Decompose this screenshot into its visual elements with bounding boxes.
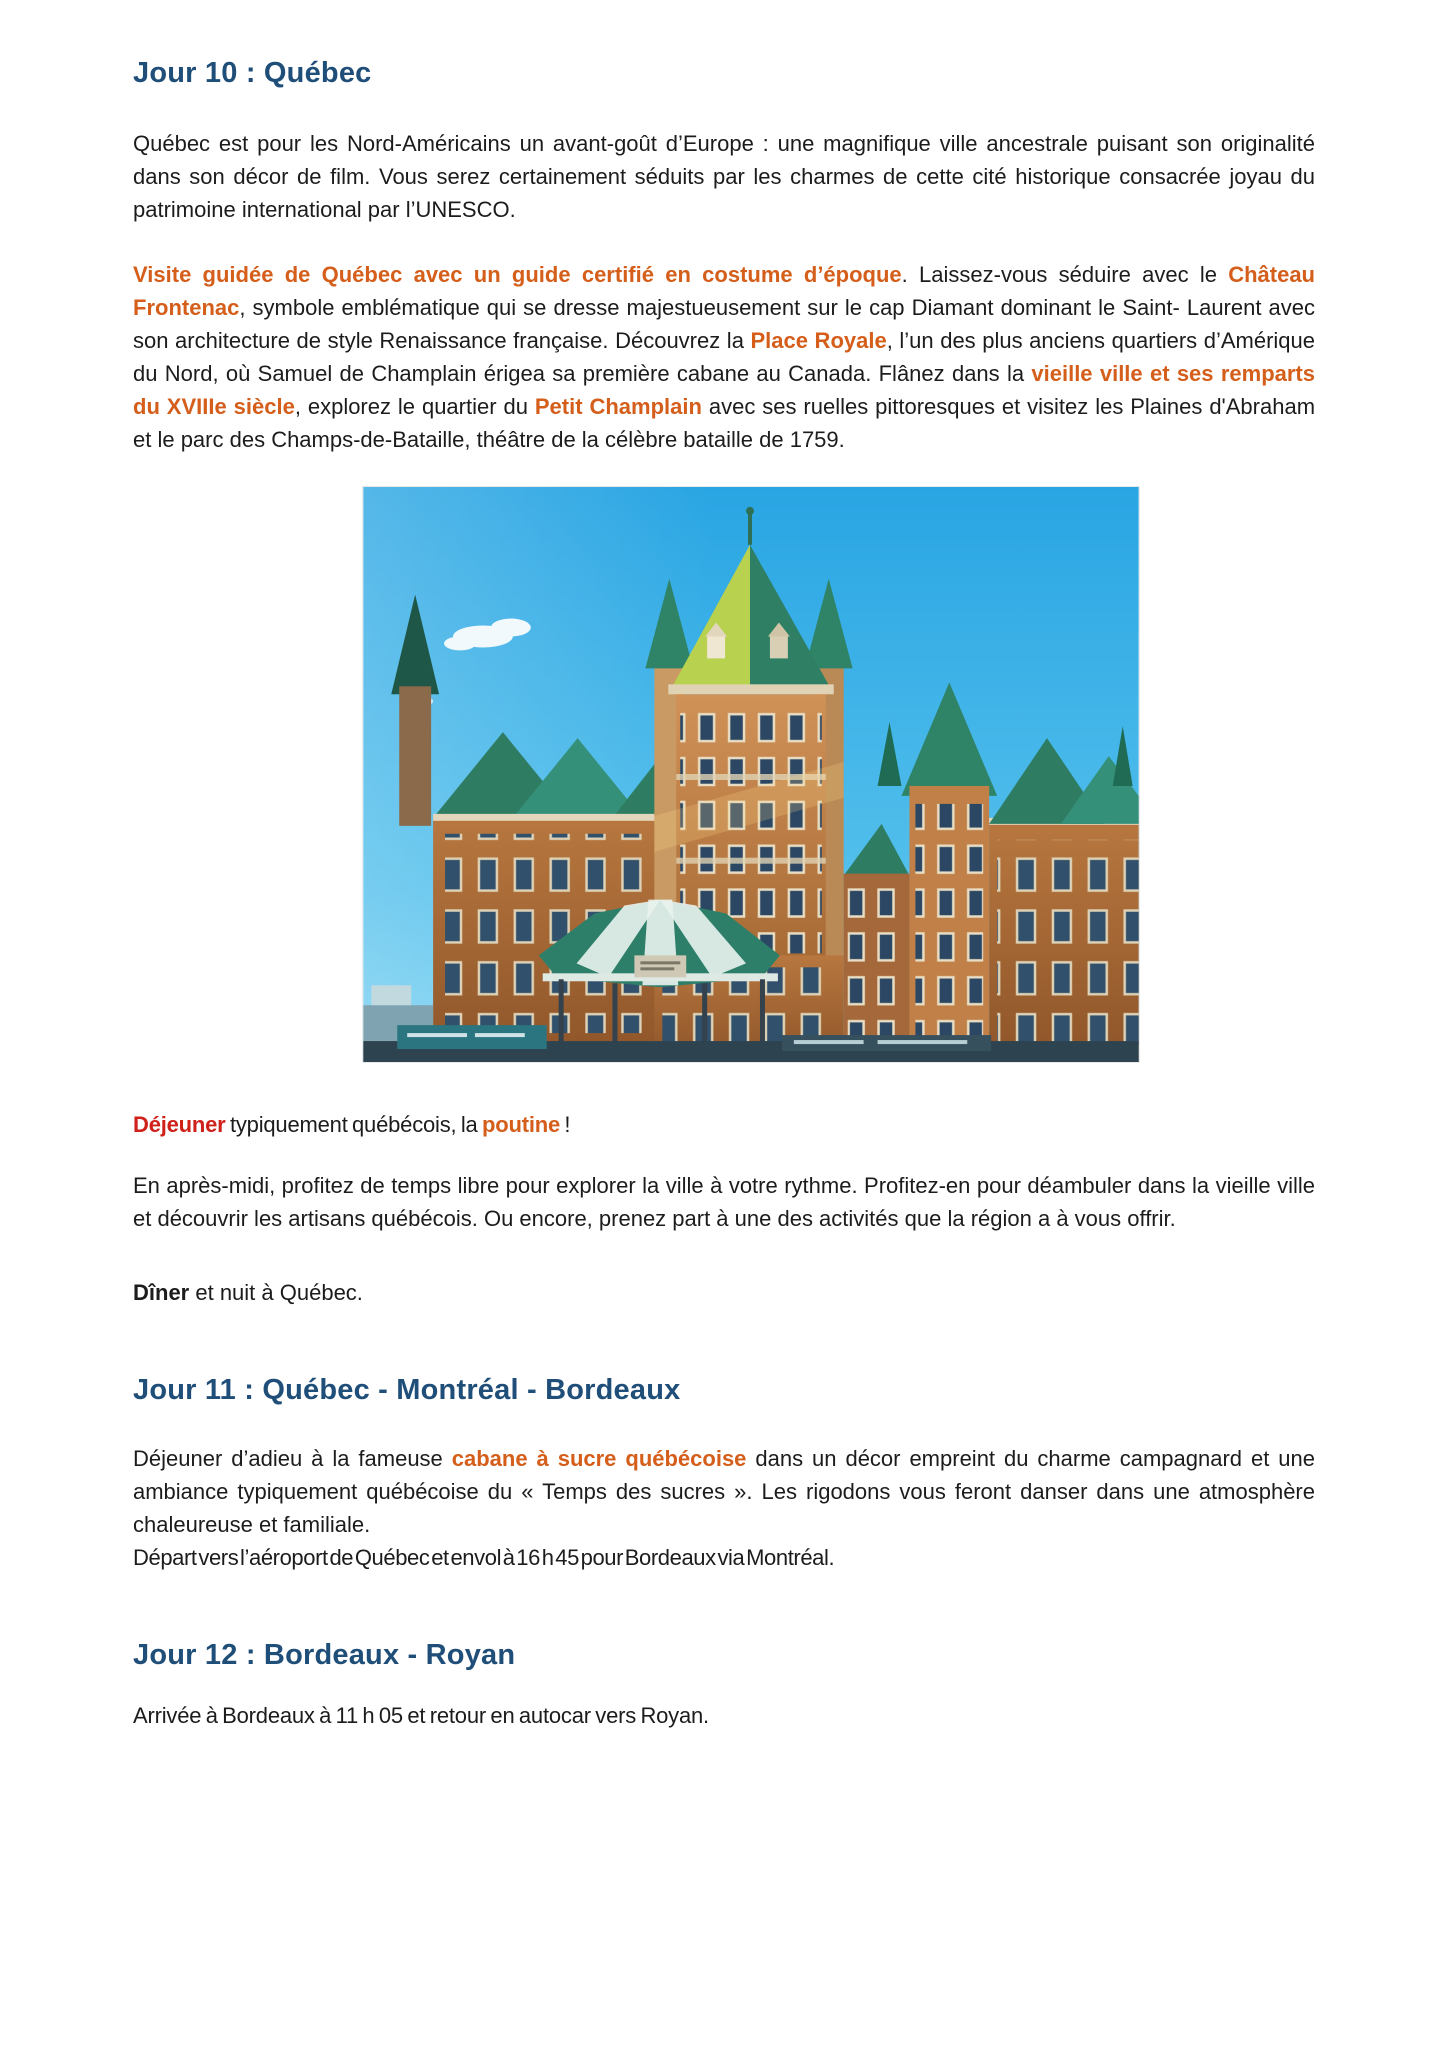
heading-jour-11: Jour 11 : Québec - Montréal - Bordeaux [133,1374,681,1406]
line-arrivee-bordeaux [133,1699,1315,1732]
section-day11 [133,1373,1315,1574]
chateau-frontenac-photo [362,486,1140,1063]
afternoon-text: En après-midi, profitez de temps libre pour explorer la ville à votre rythme. Profitez-en pour déambuler dans la vieille ville et découvrir les artisans québécois. Ou encore, prenez part à une des activités que la région a à vous offrir. [133,1173,1315,1231]
day11-text-2: dans un décor empreint du charme campagnard et une ambiance typiquement québécoise du « Temps des sucres ». Les rigodons vous feront danser dans une atmosphère chaleureuse et familiale. [133,1446,1316,1537]
paragraph-day10-intro [133,127,1315,226]
paragraph-visite-guidee [133,258,1315,456]
highlight-place-royale: Place Royale [750,328,887,353]
visit-text-7: , explorez le quartier du [294,394,535,419]
section-day10 [133,56,1315,1309]
line-dejeuner-poutine [133,1108,1315,1141]
section-day12 [133,1638,1315,1732]
visit-text-3: , symbole emblématique qui se dresse majestueusement sur le cap Diamant dominant le Saint- Laurent avec son architecture de style Renaissance française. Découvrez la [133,295,1315,353]
arrival-text: Arrivée à Bordeaux à 11 h 05 et retour en autocar vers Royan. [133,1703,709,1728]
chateau-frontenac-illustration [363,487,1139,1062]
highlight-cabane-a-sucre: cabane à sucre québécoise [451,1446,747,1471]
paragraph-apres-midi [133,1169,1315,1235]
highlight-dejeuner: Déjeuner [133,1112,226,1137]
line-diner [133,1276,1315,1309]
heading-jour-10: Jour 10 : Québec [133,57,372,89]
intro-text: Québec est pour les Nord-Américains un avant-goût d’Europe : une magnifique ville ancestrale puisant son originalité dans son décor de film. Vous serez certainement séduits par les charmes de cette cité historique consacrée joyau du patrimoine international par l’UNESCO. [133,131,1315,222]
line-depart-aeroport [133,1541,1315,1574]
diner-label: Dîner [133,1280,190,1305]
heading-jour-12: Jour 12 : Bordeaux - Royan [133,1639,516,1671]
highlight-poutine: poutine [481,1112,561,1137]
visit-text-1: . Laissez-vous séduire avec le [901,262,1229,287]
day11-text-0: Déjeuner d’adieu à la fameuse [133,1446,452,1471]
departure-text: Départ vers l’aéroport de Québec et envol à 16 h 45 pour Bordeaux via Montréal. [133,1545,835,1570]
visit-text-9: avec ses ruelles pittoresques et visitez les Plaines d'Abraham et le parc des Champs-de-Bataille, théâtre de la célèbre bataille de 1759. [133,394,1316,452]
lunch-text-3: ! [560,1112,571,1137]
diner-text: et nuit à Québec. [189,1280,363,1305]
lunch-text-1: typiquement québécois, la [225,1112,482,1137]
paragraph-day11 [133,1442,1315,1541]
highlight-visite-guidee: Visite guidée de Québec avec un guide certifié en costume d’époque [133,262,902,287]
highlight-vieille-ville: vieille ville et ses remparts du XVIIIe siècle [133,361,1315,419]
highlight-chateau-frontenac: Château Frontenac [133,262,1315,320]
highlight-petit-champlain: Petit Champlain [534,394,702,419]
visit-text-5: , l’un des plus anciens quartiers d’Amérique du Nord, où Samuel de Champlain érigea sa première cabane au Canada. Flânez dans la [133,328,1316,386]
